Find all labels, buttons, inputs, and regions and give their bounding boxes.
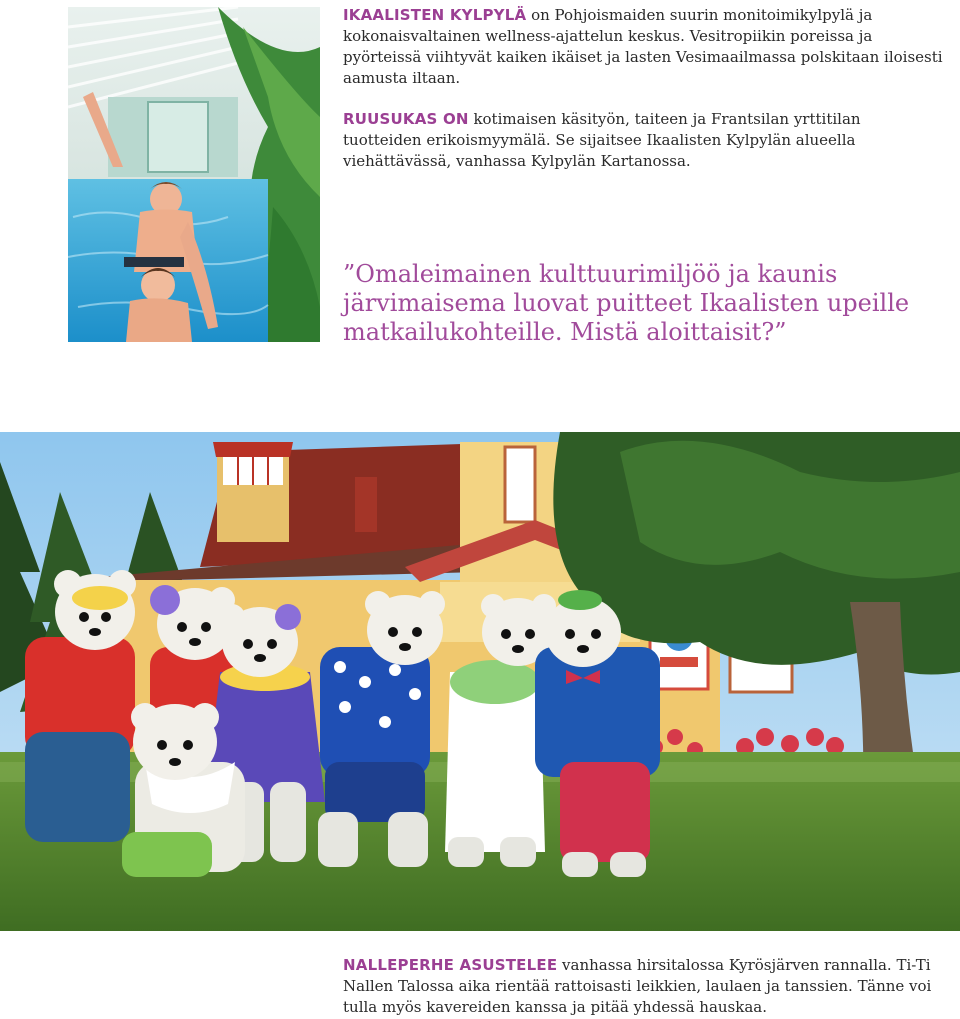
ruusukas-text: kotimaisen käsityön, taiteen ja Frantsilan yrttitilan tuotteiden erikoismyymälä. Se sijaitsee Ikaalisten Kylpylän alueella viehättävässä, vanhassa Kylpylän Kartanossa. <box>343 110 861 170</box>
spa-lead: IKAALISTEN KYLPYLÄ <box>343 6 527 24</box>
ruusukas-lead: RUUSUKAS ON <box>343 110 469 128</box>
pull-quote: ”Omaleimainen kulttuurimiljöö ja kaunis järvimaisema luovat puitteet Ikaalisten upeille matkailukohteille. Mistä aloittaisit?” <box>343 260 910 346</box>
bears-illustration <box>0 432 960 931</box>
pool-illustration <box>68 7 320 342</box>
spa-pool-photo <box>68 7 320 342</box>
spa-text: on Pohjoismaiden suurin monitoimikylpylä ja kokonaisvaltainen wellness-ajattelun keskus. Vesitropiikin poreissa ja pyörteissä viihtyvät kaiken ikäiset ja lasten Vesimaailmassa polskitaan iloisesti aamusta iltaan. <box>343 6 943 87</box>
nalle-text: vanhassa hirsitalossa Kyrösjärven rannalla. Ti-Ti Nallen Talossa aika rientää rattoisasti leikkien, laulaen ja tanssien. Tänne voi tulla myös kavereiden kanssa ja pitää yhdessä hauskaa. <box>343 956 932 1016</box>
teddy-bear-family-photo <box>0 432 960 931</box>
spa-paragraph <box>343 5 943 89</box>
nalle-paragraph <box>343 955 933 1018</box>
nalle-lead: NALLEPERHE ASUSTELEE <box>343 956 558 974</box>
ruusukas-paragraph <box>343 109 943 172</box>
